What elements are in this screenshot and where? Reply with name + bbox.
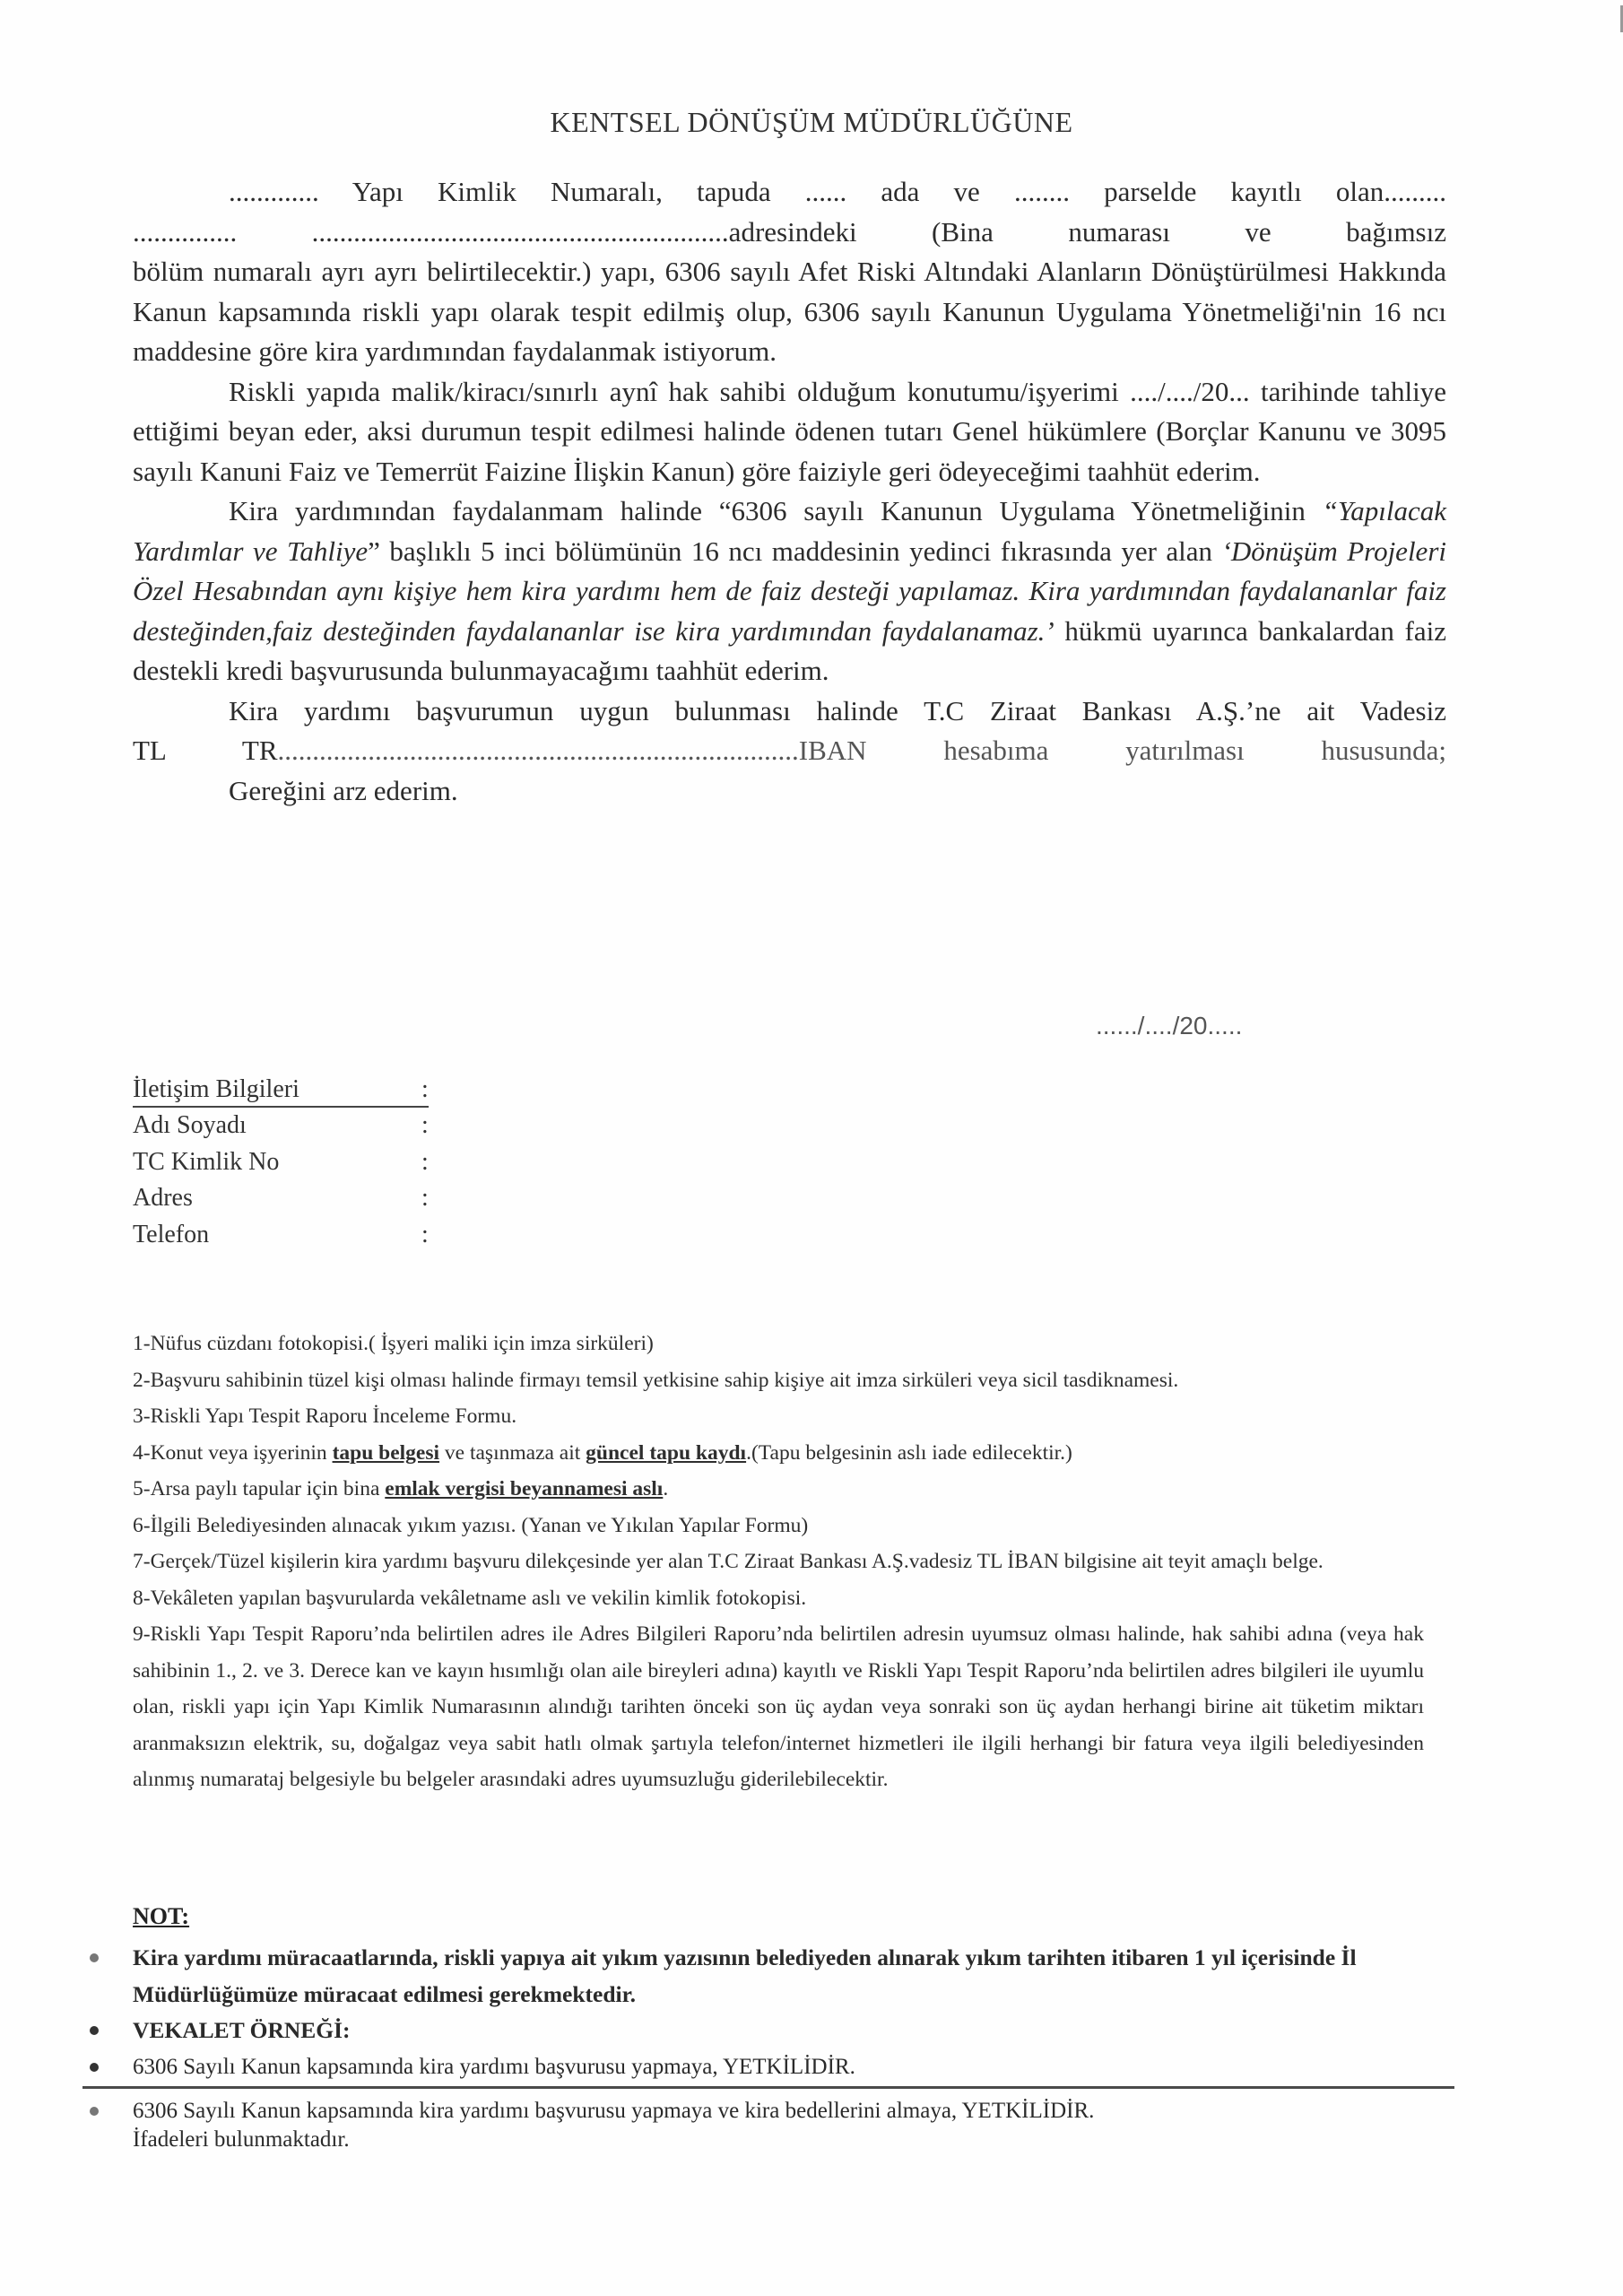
- requirement-5: [133, 1471, 1424, 1508]
- paragraph-3-quote-title: “Yapılacak Yardımlar ve Tahliye: [133, 495, 1446, 567]
- current-deed-record-emphasis: güncel tapu kaydı: [586, 1440, 747, 1465]
- contact-row-name[interactable]: [133, 1108, 438, 1144]
- bullet-icon: [90, 2063, 99, 2072]
- phone-label: Telefon: [133, 1220, 210, 1248]
- name-label: Adı Soyadı: [133, 1111, 247, 1139]
- contact-row-address[interactable]: [133, 1180, 438, 1217]
- note-bullet-deadline: [90, 1940, 1453, 2013]
- note-bullet-text: VEKALET ÖRNEĞİ:: [133, 2017, 351, 2043]
- contact-row-tc-id[interactable]: [133, 1144, 438, 1181]
- paragraph-1-line-1: ............. Yapı Kimlik Numaralı, tapuda ...... ada ve ........ parselde kayıtlı olan.........: [229, 176, 1446, 207]
- requirement-7: 7-Gerçek/Tüzel kişilerin kira yardımı başvuru dilekçesinde yer alan T.C Ziraat Bankası A.Ş.vadesiz TL İBAN bilgisine ait teyit amaçlı belge.: [133, 1550, 1324, 1573]
- paragraph-3: [133, 491, 1446, 691]
- colon: :: [421, 1111, 429, 1139]
- note-bullet-proxy-sample: [90, 2013, 1453, 2049]
- colon: :: [421, 1184, 429, 1212]
- note-bullets: [90, 1940, 1453, 2085]
- bullet-icon: [90, 2107, 99, 2116]
- note-bullets-continued: [90, 2097, 1453, 2154]
- requirement-5-text: .: [663, 1477, 669, 1500]
- divider: [82, 2086, 1454, 2089]
- requirement-6: 6-İlgili Belediyesinden alınacak yıkım yazısı. (Yanan ve Yıkılan Yapılar Formu): [133, 1513, 809, 1537]
- requirement-8: 8-Vekâleten yapılan başvurularda vekâletname aslı ve vekilin kimlik fotokopisi.: [133, 1586, 807, 1610]
- note-bullet-text: 6306 Sayılı Kanun kapsamında kira yardımı başvurusu yapmaya ve kira bedellerini almaya, YETKİLİDİR.: [133, 2099, 1095, 2123]
- paragraph-3-quote-rule: ‘Dönüşüm Projeleri Özel Hesabından aynı kişiye hem kira yardımı hem de faiz desteği yapılamaz. Kira yardımından faydalananlar faiz desteğinden,faiz desteğinden faydalananlar ise kira yardımından faydalanamaz.’: [133, 535, 1446, 647]
- note-bullet-text: Kira yardımı müracaatlarında, riskli yapıya ait yıkım yazısının belediyeden alınarak yıkım tarihten itibaren 1 yıl içerisinde İl Müdürlüğümüze müracaat edilmesi gerekmektedir.: [133, 1944, 1357, 2007]
- requirement-4: [133, 1435, 1424, 1472]
- colon: :: [421, 1220, 429, 1248]
- note-bullet-proxy-1: [90, 2049, 1453, 2086]
- note-footer: [90, 2126, 1453, 2154]
- paragraph-3-text-a: Kira yardımından faydalanmam halinde “6306 sayılı Kanunun Uygulama Yönetmeliğinin: [229, 495, 1323, 526]
- colon: :: [421, 1147, 429, 1176]
- requirement-4-text: ve taşınmaza ait: [439, 1440, 586, 1465]
- paragraph-1-line-2: ............... ............................................................adresindeki (Bina numarası ve bağımsız: [133, 215, 1446, 248]
- address-label: Adres: [133, 1184, 193, 1212]
- page-title: KENTSEL DÖNÜŞÜM MÜDÜRLÜĞÜNE: [550, 106, 1073, 138]
- required-documents-list: [133, 1326, 1424, 1798]
- note-label: NOT:: [133, 1903, 190, 1929]
- colon: :: [421, 1075, 429, 1103]
- tc-id-label: TC Kimlik No: [133, 1147, 280, 1176]
- requirement-2: 2-Başvuru sahibinin tüzel kişi olması halinde firmayı temsil yetkisine sahip kişiye ait imza sirküleri veya sicil tasdiknamesi.: [133, 1368, 1179, 1392]
- contact-row-phone[interactable]: [133, 1217, 438, 1254]
- paragraph-4-line-1: Kira yardımı başvurumun uygun bulunması halinde T.C Ziraat Bankası A.Ş.’ne ait Vadesiz: [229, 694, 1446, 726]
- requirement-4-text: .(Tapu belgesinin aslı iade edilecektir.): [746, 1440, 1072, 1465]
- contact-header-label: İletişim Bilgileri: [133, 1075, 299, 1103]
- bullet-icon: [90, 1953, 99, 1962]
- bullet-icon: [90, 2026, 99, 2035]
- contact-header: [133, 1072, 429, 1108]
- requirement-3: 3-Riskli Yapı Tespit Raporu İnceleme Formu.: [133, 1405, 517, 1428]
- requirement-4-text: 4-Konut veya işyerinin: [133, 1440, 333, 1465]
- paragraph-3-text-c: ” başlıklı 5 inci bölümünün 16 ncı maddesinin yedinci fıkrasında yer alan: [368, 535, 1222, 567]
- note-bullet-text: 6306 Sayılı Kanun kapsamında kira yardımı başvurusu yapmaya, YETKİLİDİR.: [133, 2054, 855, 2079]
- petition-body: [133, 172, 1446, 811]
- requirement-5-text: 5-Arsa paylı tapular için bina: [133, 1477, 386, 1500]
- requirement-1: 1-Nüfus cüzdanı fotokopisi.( İşyeri maliki için imza sirküleri): [133, 1332, 654, 1355]
- note-footer-text: İfadeleri bulunmaktadır.: [133, 2127, 350, 2152]
- note-bullet-proxy-2: [90, 2097, 1453, 2126]
- paragraph-4-line-2: [133, 731, 1446, 771]
- closing: Gereğini arz ederim.: [229, 774, 458, 806]
- date-field[interactable]: ....../..../20.....: [1096, 1012, 1243, 1039]
- title-deed-emphasis: tapu belgesi: [332, 1440, 440, 1465]
- paragraph-3-text-e: hükmü uyarınca bankalardan faiz destekli kredi başvurusunda bulunmayacağımı taahhüt ederim.: [133, 614, 1446, 686]
- property-tax-emphasis: emlak vergisi beyannamesi aslı: [385, 1477, 664, 1500]
- iban-field[interactable]: ...........................................................................: [277, 735, 799, 766]
- iban-prefix: TL TR: [133, 735, 278, 766]
- paragraph-1-rest: bölüm numaralı ayrı ayrı belirtilecektir.) yapı, 6306 sayılı Afet Riski Altındaki Alanların Dönüştürülmesi Hakkında Kanun kapsamında riskli yapı olarak tespit edilmiş olup, 6306 sayılı Kanunun Uygulama Yönetmeliği'nin 16 ncı maddesine göre kira yardımından faydalanmak istiyorum.: [133, 256, 1446, 367]
- paragraph-2: Riskli yapıda malik/kiracı/sınırlı aynî hak sahibi olduğum konutumu/işyerimi ..../..../20... tarihinde tahliye ettiğimi beyan eder, aksi durumun tespit edilmesi halinde ödenen tutarı Genel hükümlere (Borçlar Kanunu ve 3095 sayılı Kanuni Faiz ve Temerrüt Faizine İlişkin Kanun) göre faiziyle geri ödeyeceğimi taahhüt ederim.: [133, 375, 1446, 487]
- iban-suffix: IBAN hesabıma yatırılması hususunda;: [798, 735, 1446, 766]
- requirement-9: 9-Riskli Yapı Tespit Raporu’nda belirtilen adres ile Adres Bilgileri Raporu’nda belirtilen adresin uyumsuz olması halinde, hak sahibi adına (veya hak sahibinin 1., 2. ve 3. Derece kan ve kayın hısımlığı olan aile bireyleri adına) kayıtlı ve Riskli Yapı Tespit Raporu’nda belirtilen adres bilgileri ile uyumlu olan, riskli yapı için Yapı Kimlik Numarasının alındığı tarihten önceki son üç aydan veya sonraki son üç aydan herhangi birine ait tüketim miktarı aranmaksızın elektrik, su, doğalgaz veya sabit hatlı olmak şartıyla telefon/internet hizmetleri ile ilgili herhangi bir fatura veya ilgili belediyesinden alınmış numarataj belgesiyle bu belgeler arasındaki adres uyumsuzluğu giderilebilecektir.: [133, 1622, 1424, 1791]
- contact-info: [133, 1072, 438, 1253]
